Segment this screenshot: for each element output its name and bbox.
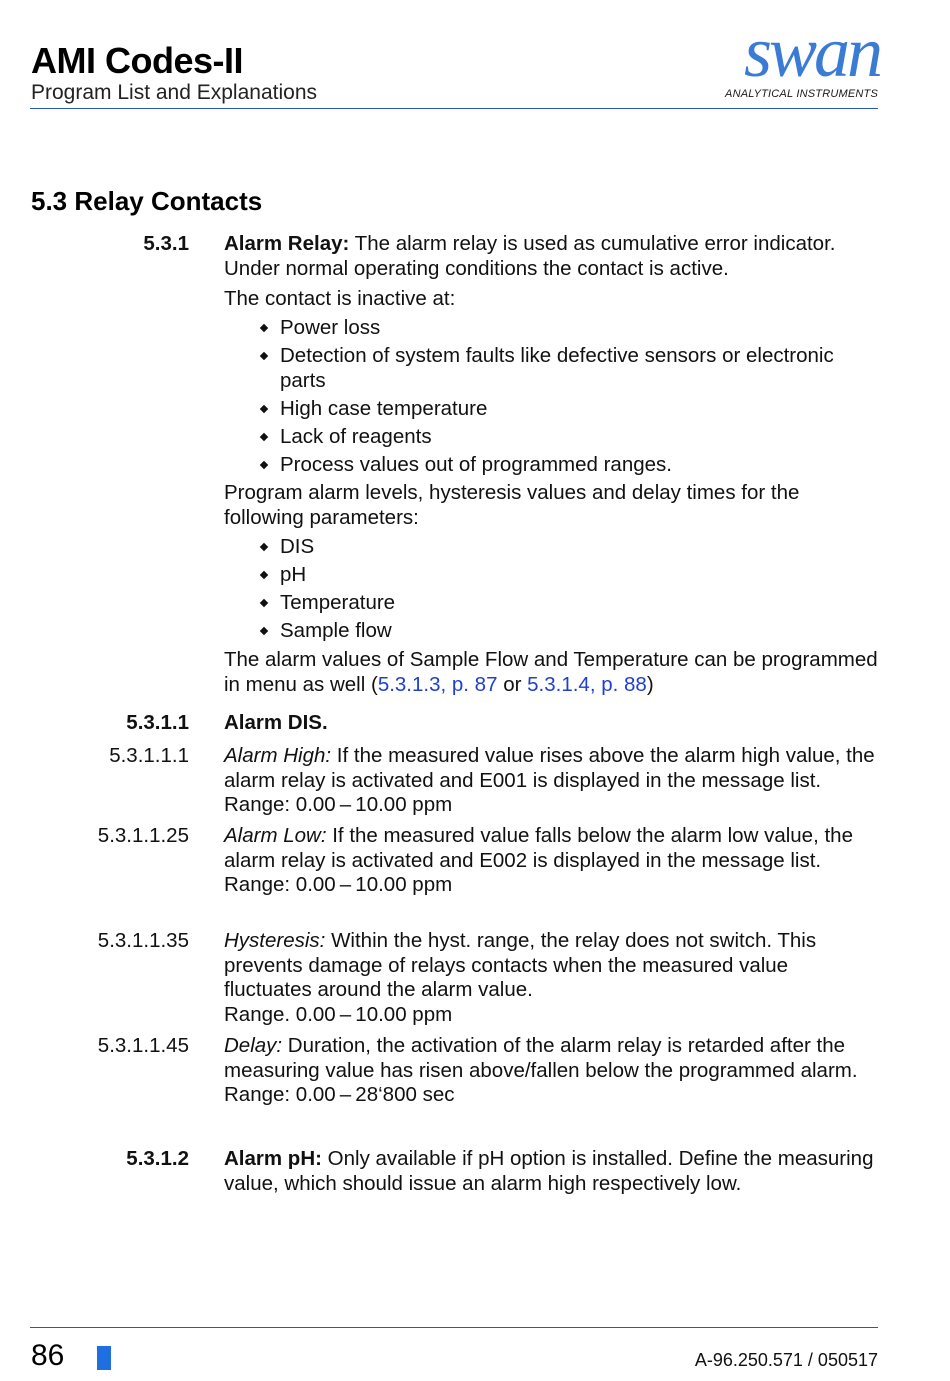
paragraph-text: Within the hyst. range, the relay does not switch. This prevents damage of relays contacts when the measured value fluctuates around the alarm value. (224, 929, 817, 1001)
list-item (260, 316, 880, 344)
section-number: 5.3.1.2 (126, 1147, 189, 1170)
document-subtitle: Program List and Explanations (31, 81, 317, 104)
term-label: Alarm Low: (224, 824, 327, 847)
section-number: 5.3.1.1.25 (97, 824, 189, 847)
bullet-icon (260, 461, 268, 469)
note-text: ) (646, 672, 654, 696)
alarm-low-paragraph (224, 824, 880, 898)
section-heading: 5.3 Relay Contacts (31, 186, 263, 216)
footer-divider (30, 1327, 878, 1328)
page-marker-block (97, 1346, 111, 1370)
alarm-high-paragraph (224, 744, 880, 818)
paragraph-text: Duration, the activation of the alarm relay is retarded after the measuring value has risen above/fallen below the programmed alarm. (224, 1034, 858, 1082)
swan-logo (718, 12, 880, 104)
hysteresis-paragraph (224, 929, 880, 1027)
params-intro: Program alarm levels, hysteresis values and delay times for the following parameters: (224, 481, 800, 529)
logo-wordmark: swan (743, 12, 880, 92)
cross-reference-link[interactable]: 5.3.1.3, p. 87 (377, 672, 498, 696)
paragraph-text: The alarm relay is used as cumulative error indicator. Under normal operating conditions the contact is active. (224, 232, 836, 280)
term-label: Alarm High: (224, 744, 332, 767)
subsection-title: Alarm DIS. (224, 711, 328, 734)
bullet-icon (260, 543, 268, 551)
page-number: 86 (31, 1339, 65, 1372)
cross-reference-link[interactable]: 5.3.1.4, p. 88 (527, 672, 647, 696)
list-item (260, 397, 880, 425)
term-label: Hysteresis: (224, 929, 326, 952)
header-divider (30, 108, 878, 109)
section-number: 5.3.1.1 (126, 711, 189, 734)
list-item (260, 425, 880, 453)
bullet-icon (260, 627, 268, 635)
alarm-values-note (224, 648, 880, 697)
list-item-text: DIS (280, 535, 315, 558)
bullet-icon (260, 324, 268, 332)
delay-paragraph (224, 1034, 880, 1108)
section-number: 5.3.1.1.45 (97, 1034, 189, 1057)
alarm-ph-paragraph (224, 1147, 880, 1196)
paragraph-text: If the measured value rises above the alarm high value, the alarm relay is activated and E001 is displayed in the message list. Range: 0.00 – 10.00 ppm (224, 744, 875, 816)
section-number: 5.3.1 (143, 232, 189, 255)
bullet-icon (260, 571, 268, 579)
range-text: Range. 0.00 – 10.00 ppm (224, 1002, 453, 1026)
list-item-text: Lack of reagents (280, 425, 432, 448)
note-text: or (497, 672, 528, 696)
section-number: 5.3.1.1.35 (97, 929, 189, 952)
list-item-text: High case temperature (280, 397, 488, 420)
list-item-text: Power loss (280, 316, 381, 339)
term-label: Delay: (224, 1034, 283, 1057)
bullet-icon (260, 599, 268, 607)
paragraph-text: Only available if pH option is installed. Define the measuring value, which should issue an alarm high respectively low. (224, 1147, 874, 1195)
list-item-text: pH (280, 563, 307, 586)
bullet-icon (260, 405, 268, 413)
list-item (260, 453, 880, 481)
list-item (260, 344, 880, 397)
document-code: A-96.250.571 / 050517 (694, 1350, 878, 1370)
list-item (260, 563, 880, 591)
term-label: Alarm pH: (224, 1147, 322, 1170)
list-item-text: Sample flow (280, 619, 392, 642)
range-text: Range: 0.00 – 28‘800 sec (224, 1083, 455, 1106)
document-title: AMI Codes-II (31, 40, 244, 81)
logo-tagline: ANALYTICAL INSTRUMENTS (725, 88, 878, 100)
list-item (260, 619, 880, 647)
list-item-text: Process values out of programmed ranges. (280, 453, 672, 476)
list-item (260, 535, 880, 563)
bullet-icon (260, 433, 268, 441)
inactive-intro: The contact is inactive at: (224, 287, 456, 310)
list-item-text: Detection of system faults like defective sensors or electronic parts (280, 344, 834, 392)
list-item (260, 591, 880, 619)
term-label: Alarm Relay: (224, 232, 350, 255)
range-text: Range: 0.00 – 10.00 ppm (224, 873, 453, 896)
list-item-text: Temperature (280, 591, 396, 614)
note-text: The alarm values of Sample Flow and Temperature can be programmed in menu as well ( (224, 648, 878, 696)
bullet-icon (260, 352, 268, 360)
alarm-parameters-list (260, 535, 880, 647)
inactive-conditions-list (260, 316, 880, 481)
paragraph-text: If the measured value falls below the alarm low value, the alarm relay is activated and E002 is displayed in the message list. (224, 824, 853, 872)
section-number: 5.3.1.1.1 (109, 744, 189, 767)
alarm-relay-paragraph (224, 232, 880, 281)
